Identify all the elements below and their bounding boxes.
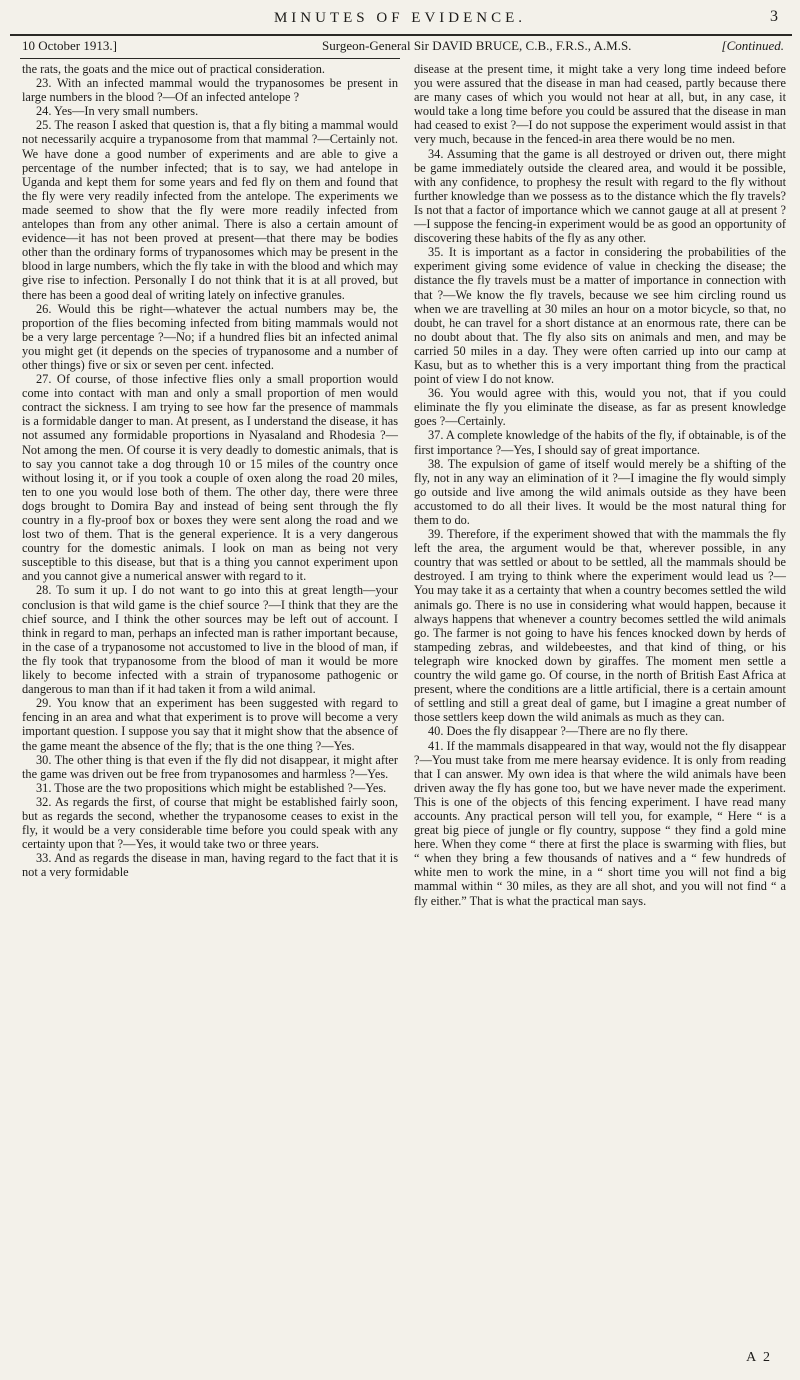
continued-label: [Continued. xyxy=(721,38,784,53)
left-column xyxy=(22,62,398,879)
paragraph: 33. And as regards the disease in man, having regard to the fact that it is not a very formidable xyxy=(22,851,398,880)
paragraph: 27. Of course, of those infective flies only a small proportion would come into contact with man and only a small proportion of men would contract the sickness. I am trying to see how far the presence of mammals is a formidable danger to man. At present, as I understand the disease, it has not assumed any formidable proportions in Nyasaland and Rhodesia ?—Not among the men. Of course it is very deadly to domestic animals, that is to say you cannot take a dog through 10 or 15 miles of the country once without losing it, or if you took a couple of oxen along the road 20 miles, ten to one you would lose both of them. The other day, there were three dogs brought to Domira Bay and instead of being sent through the fly country in a fly-proof box or boxes they were sent along the road and we lost two of them. That is the general experience. It is a very dangerous country for the domestic animals. I look on man as being not very susceptible to this disease, but that is a thing you cannot experiment upon and you cannot give a numerical answer with regard to it. xyxy=(22,372,398,584)
paragraph: the rats, the goats and the mice out of practical consideration. xyxy=(22,62,326,76)
paragraph: 32. As regards the first, of course that might be established fairly soon, but as regards the second, whether the trypanosome ceases to exist in the fly, it would be a very considerable time before you could speak with any certainty upon that ?—Yes, it would take two or three years. xyxy=(22,794,398,852)
paragraph: 41. If the mammals disappeared in that way, would not the fly disappear ?—You must take from me mere hearsay evidence. It is only from reading that I can answer. My own idea is that where the wild animals have been driven away the fly has gone too, but we have never made the experiment. This is one of the objects of this fencing experiment. I have read many accounts. Any practical person will tell you, for example, “ Here “ is a great big piece of jungle or fly country, suppose “ they find a gold mine here. When they come “ there at first the place is swarming with flies, but “ when they bring a few thousands of natives and a “ few hundreds of white men to work the mine, in a “ short time you will not find a big mammal within “ 30 miles, as they are all shot, and you will not find “ a fly either.” That is what the practical man says. xyxy=(414,738,786,908)
paragraph: 30. The other thing is that even if the fly did not disappear, it might after the game was driven out be free from trypanosomes and harmless ?—Yes. xyxy=(22,752,398,781)
paragraph: 39. Therefore, if the experiment showed that with the mammals the fly left the area, the argument would be that, wherever possible, in any country that was settled or about to be settled, all the mammals should be destroyed. I am trying to think where the experiment would lead us ?—You may take it as a certainty that when a country becomes settled the wild animals go. There is no use in considering what would happen, because it always happens that whenever a country becomes settled the wild animals go. The farmer is not going to have his fences knocked down by herds of stampeding zebras, and wildebeestes, and that kind of thing, or his telegraph wire knocked down by giraffes. The moment men settle a country the wild game go. Of course, in the north of British East Africa at present, where the conditions are a little artificial, there is a certain amount of settling and still a great deal of game, but I imagine a great number of those settlers keep down the wild animals as much as they can. xyxy=(414,527,786,725)
paragraph: 28. To sum it up. I do not want to go into this at great length—your conclusion is that wild game is the chief source ?—I think that they are the chief source, and I think the other sources may be left out of account. I think in regard to man, perhaps an infected man is rather important because, in the case of a trypanosome not accustomed to live in the blood of man, if the fly took that trypanosome from the blood of man it would be more likely to become infected with a strain of trypanosome pathogenic or dangerous to man than if it had taken it from a wild animal. xyxy=(22,583,398,697)
page-number: 3 xyxy=(770,8,778,25)
paragraph: 23. With an infected mammal would the trypanosomes be present in large numbers in the blood ?—Of an infected antelope ? xyxy=(22,76,398,105)
paragraph: 26. Would this be right—whatever the actual numbers may be, the proportion of the flies becoming infected from biting mammals would not be a very large percentage ?—No; if a hundred flies bit an infected animal you might get (it depends on the species of trypanosome and a number of other things) five or six or seven per cent. infected. xyxy=(22,301,398,372)
sitting-header xyxy=(22,38,790,56)
paragraph: 24. Yes—In very small numbers. xyxy=(36,104,199,119)
paragraph: 34. Assuming that the game is all destroyed or driven out, there might be game immediately outside the cleared area, and would it be possible, with any confidence, to prophesy the result with regard to the fly without further knowledge than we possess as to the distance which the fly travels? Is not that a factor of importance which we cannot gauge at all at present ?—I suppose the fencing-in experiment would be as good an opportunity of discovering these habits of the fly as any other. xyxy=(414,146,786,246)
paragraph: 36. You would agree with this, would you not, that if you could eliminate the fly you eliminate the disease, as far as present knowledge goes ?—Certainly. xyxy=(414,386,786,429)
header-subrule xyxy=(20,58,400,59)
paragraph: 40. Does the fly disappear ?—There are no fly there. xyxy=(428,724,689,739)
witness-name: Surgeon-General Sir DAVID BRUCE, C.B., F.R.S., A.M.S. xyxy=(322,38,632,53)
sitting-date: 10 October 1913.] xyxy=(22,38,117,53)
paragraph: 29. You know that an experiment has been suggested with regard to fencing in an area and what that experiment is to prove will become a very important question. I suppose you say that it might show that the absence of the game meant the absence of the fly; that is the one thing ?—Yes. xyxy=(22,696,398,753)
running-head: MINUTES OF EVIDENCE. xyxy=(273,10,527,26)
paragraph: 31. Those are the two propositions which might be established ?—Yes. xyxy=(36,780,387,795)
right-column xyxy=(414,62,786,908)
paragraph: 25. The reason I asked that question is, that a fly biting a mammal would not necessarily acquire a trypanosome from that mammal ?—Certainly not. We have done a good number of experiments and are able to give a percentage of the number infected; that is to say, we had antelope in Uganda and kept them for some years and fed fly on them and found that the fly were very readily infected from the antelope. The experiments we made seemed to show that the fly were more readily infected from antelopes than from any other animal. There is also a certain amount of evidence—it has not been proved at present—that there may be bodies other than the ordinary forms of trypanosomes which may be present in the blood in large numbers, which the fly take in with the blood and which may give rise to infection. Personally I do not think that it is at all proved, but there has been a good deal of writing lately on infective granules. xyxy=(22,118,398,302)
paragraph: disease at the present time, it might take a very long time indeed before you were assured that the disease in man had ceased, partly because there are many cases of which you would not hear at all, but, in any case, it would take a long time before you could be assured that the disease in man had ceased to exist ?—I do not suppose the experiment would assist in that very much, because in the fenced-in area there would be no men. xyxy=(414,62,786,147)
header-rule xyxy=(10,34,792,36)
paragraph: 35. It is important as a factor in considering the probabilities of the experiment giving some evidence of value in checking the disease; the distance the fly travels must be a matter of importance in connection with that ?—We know the fly travels, because we see him circling round us when we are travelling at 30 miles an hour on a motor bicycle, so that, no doubt, he can travel for a short distance at an enormous rate, there can be no doubt about that. The fly also sits on animals and men, and may be carried 50 miles in a day. They were often carried up into our camp at Kasu, but as to whether this is a very important thing from the practical point of view I do not know. xyxy=(414,245,786,387)
paragraph: 38. The expulsion of game of itself would merely be a shifting of the fly, not in any way an elimination of it ?—I imagine the fly would simply go outside and live among the wild animals outside as they have been accustomed to do all their lives. It would be the most natural thing for them to do. xyxy=(414,456,786,527)
signature-mark: A 2 xyxy=(746,1350,772,1365)
paragraph: 37. A complete knowledge of the habits of the fly, if obtainable, is of the first importance ?—Yes, I should say of great importance. xyxy=(414,428,786,457)
